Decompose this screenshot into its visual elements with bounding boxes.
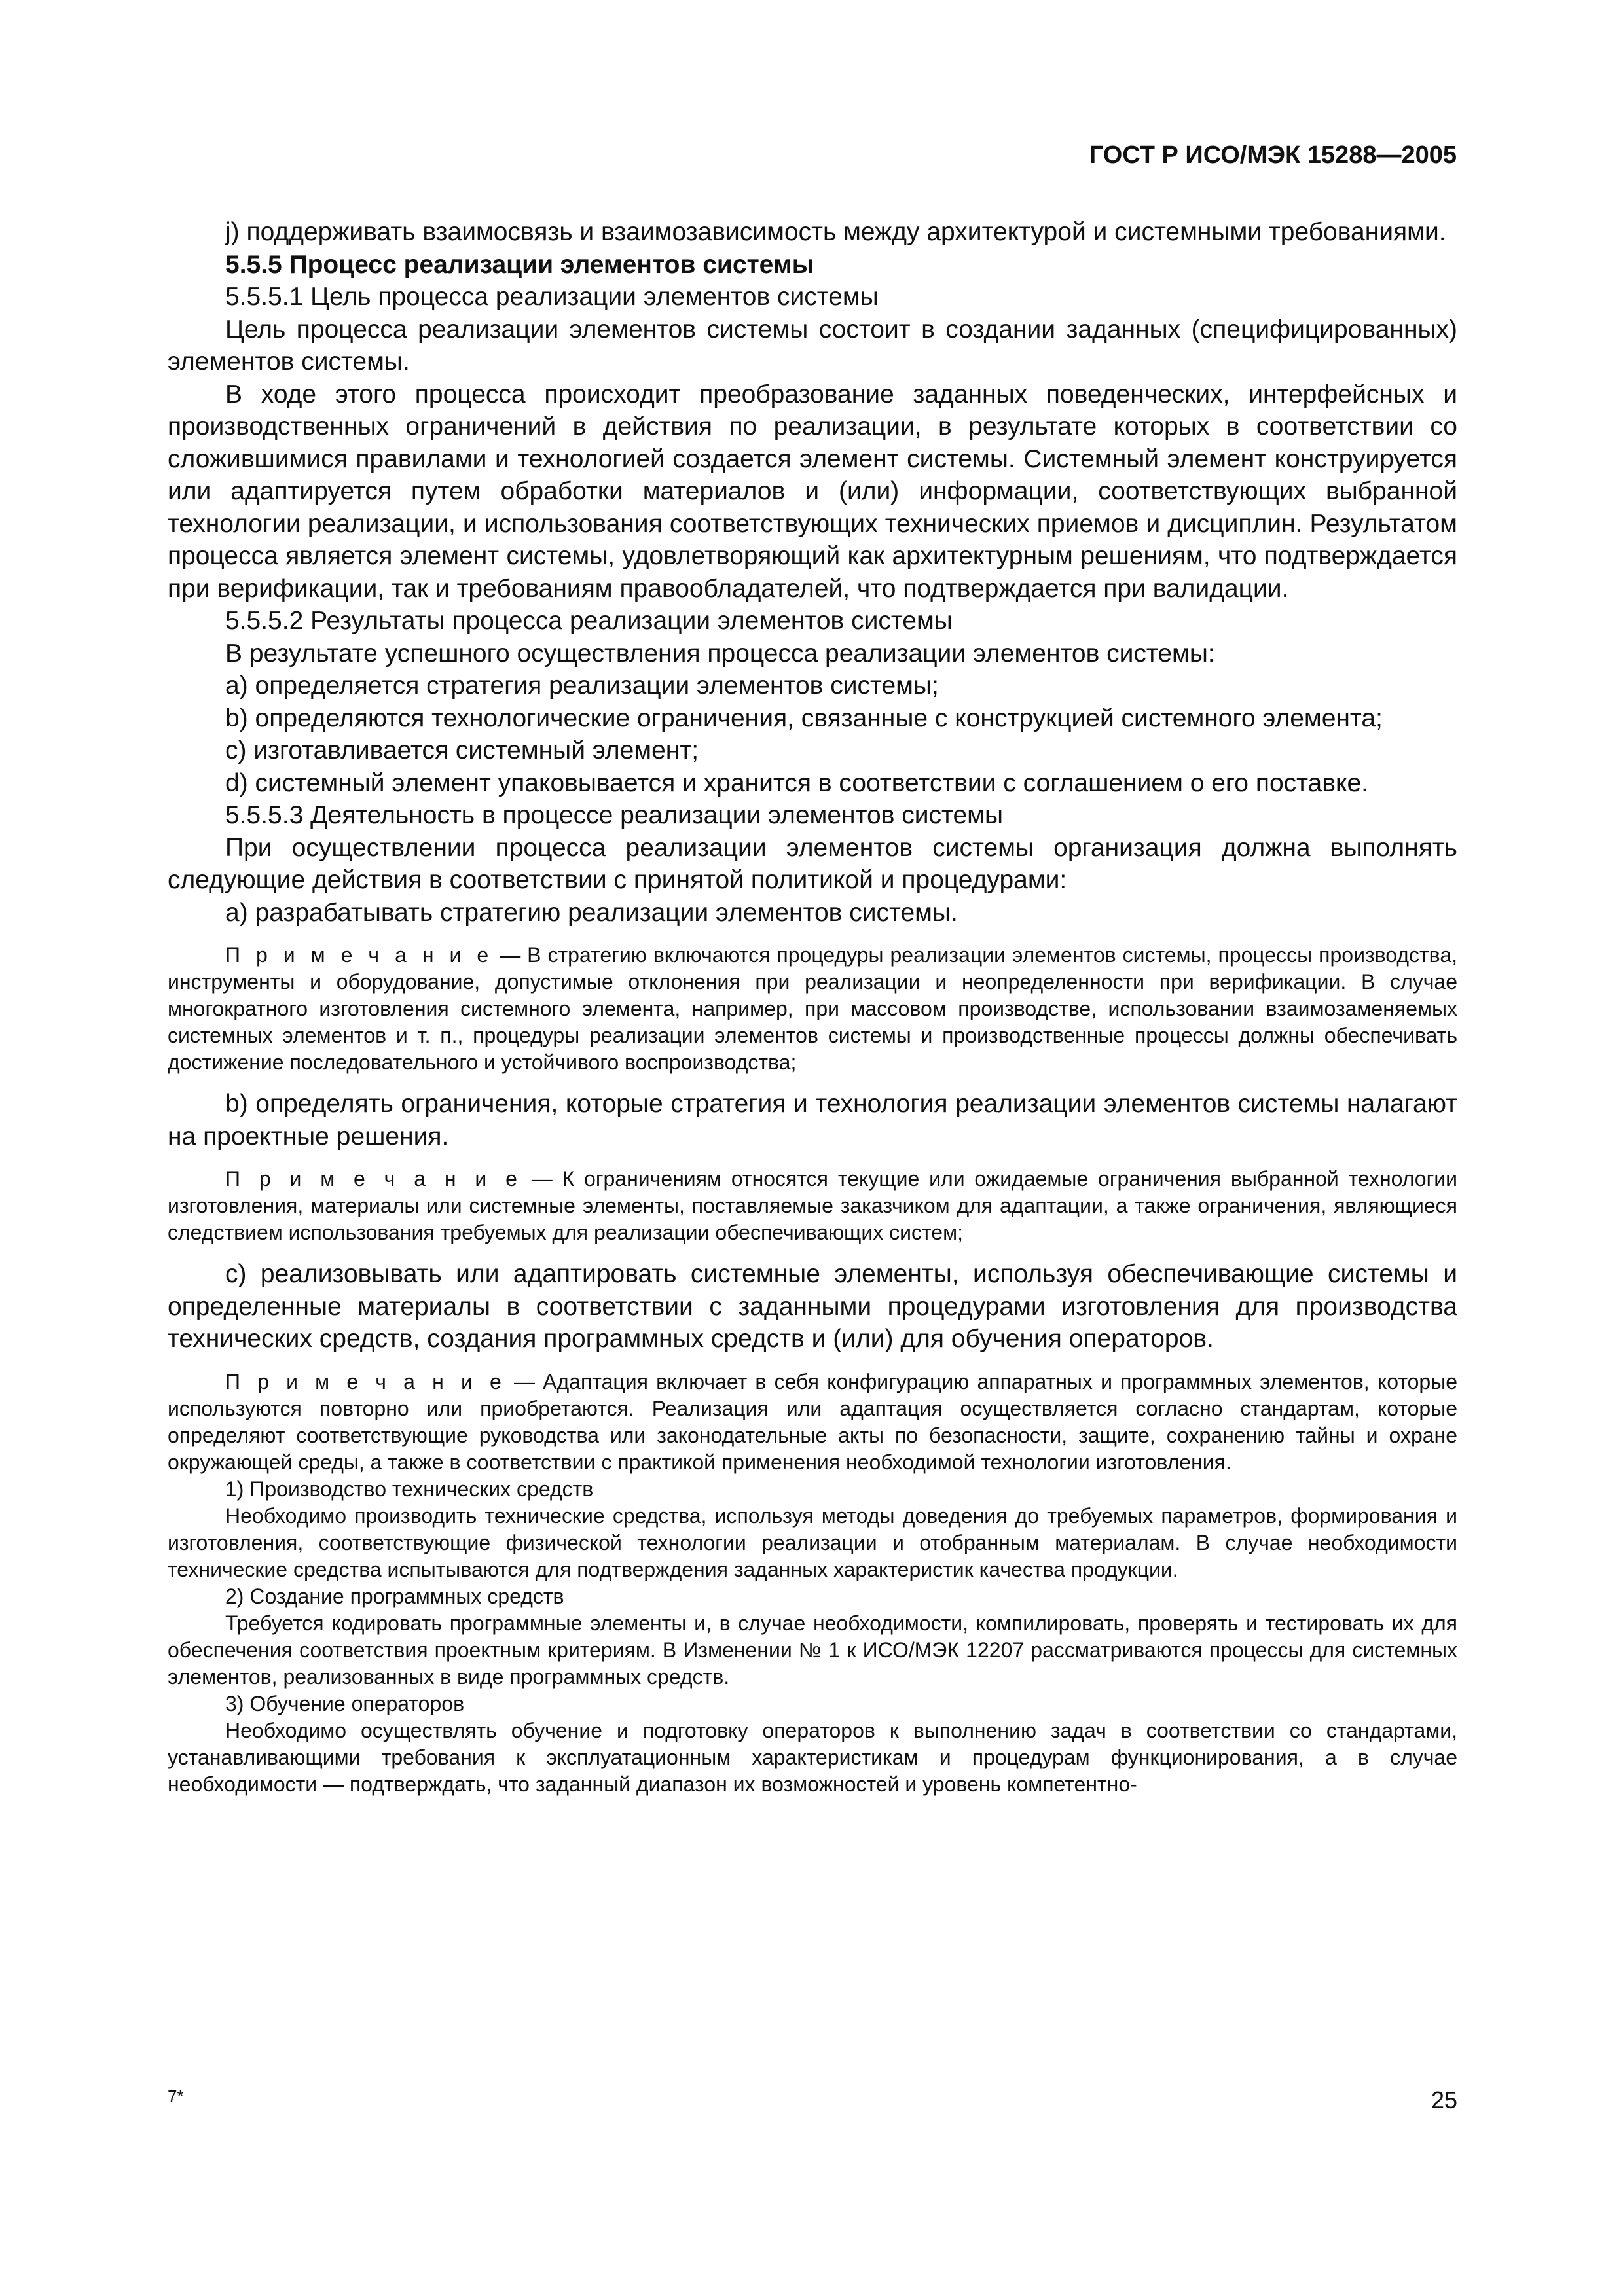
activity-c: c) реализовывать или адаптировать системные элементы, используя обеспечивающие системы и определенные материалы в соответствии с заданными процедурами изготовления для производства технических средств, создания программных средств и (или) для обучения операторов. <box>168 1260 1457 1353</box>
item-2-title: 2) Создание программных средств <box>225 1584 564 1608</box>
activity-a: а) разрабатывать стратегию реализации элементов системы. <box>225 898 958 927</box>
paragraph-j: j) поддерживать взаимосвязь и взаимозависимость между архитектурой и системными требованиями. <box>225 218 1446 246</box>
subsection-heading-3: 5.5.5.3 Деятельность в процессе реализации элементов системы <box>225 801 1003 829</box>
outcome-b: b) определяются технологические ограничения, связанные с конструкцией системного элемента; <box>225 704 1383 732</box>
item-3-text: Необходимо осуществлять обучение и подготовку операторов к выполнению задач в соответствии со стандартами, устанавливающими требования к эксплуатационным характеристикам и процедурам функционирования, а в случае необходимости — подтверждать, что заданный диапазон их возможностей и уровень компетентно- <box>168 1718 1457 1796</box>
activity-b: b) определять ограничения, которые стратегия и технология реализации элементов системы налагают на проектные решения. <box>168 1090 1457 1151</box>
note-2 <box>168 1166 1457 1246</box>
purpose-paragraph: Цель процесса реализации элементов системы состоит в создании заданных (специфицированных) элементов системы. <box>168 315 1457 376</box>
note-1 <box>168 942 1457 1076</box>
note-2-text: — К ограничениям относятся текущие или ожидаемые ограничения выбранной технологии изготовления, материалы или системные элементы, поставляемые заказчиком для адаптации, а также ограничения, являющиеся следствием использования требуемых для реализации обеспечивающих систем; <box>168 1167 1458 1244</box>
note-3 <box>168 1369 1457 1476</box>
note-1-text: — В стратегию включаются процедуры реализации элементов системы, процессы производства, инструменты и оборудование, допустимые отклонения при реализации и неопределенности при верификации. В случае многократного изготовления системного элемента, например, при массовом производстве, использовании взаимозаменяемых системных элементов и т. п., процедуры реализации элементов системы и производственные процессы должны обеспечивать достижение последовательного и устойчивого воспроизводства; <box>168 943 1458 1074</box>
subsection-heading-2: 5.5.5.2 Результаты процесса реализации элементов системы <box>225 607 953 635</box>
note-label: П р и м е ч а н и е <box>225 1167 522 1191</box>
process-description: В ходе этого процесса происходит преобразование заданных поведенческих, интерфейсных и производственных ограничений в действия по реализации, в результате которых в соответствии со сложившимися правилами и технологией создается элемент системы. Системный элемент конструируется или адаптируется путем обработки материалов и (или) информации, соответствующих выбранной технологии реализации, и использования соответствующих технических приемов и дисциплин. Результатом процесса является элемент системы, удовлетворяющий как архитектурным решениям, что подтверждается при верификации, так и требованиям правообладателей, что подтверждается при валидации. <box>168 380 1457 603</box>
page-number: 25 <box>1431 2087 1457 2113</box>
item-3-title: 3) Обучение операторов <box>225 1691 465 1715</box>
outcome-a: а) определяется стратегия реализации элементов системы; <box>225 672 939 700</box>
document-header: ГОСТ Р ИСО/МЭК 15288—2005 <box>1089 141 1457 169</box>
item-1-text: Необходимо производить технические средства, используя методы доведения до требуемых параметров, формирования и изготовления, соответствующие физической технологии реализации и отобранным материалам. В случае необходимости технические средства испытываются для подтверждения заданных характеристик качества продукции. <box>168 1503 1457 1581</box>
subsection-heading-1: 5.5.5.1 Цель процесса реализации элементов системы <box>225 283 879 311</box>
note-label: П р и м е ч а н и е <box>225 1369 506 1393</box>
item-2-text: Требуется кодировать программные элементы и, в случае необходимости, компилировать, проверять и тестировать их для обеспечения соответствия проектным критериям. В Изменении № 1 к ИСО/МЭК 12207 рассматриваются процессы для системных элементов, реализованных в виде программных средств. <box>168 1611 1457 1689</box>
note-label: П р и м е ч а н и е <box>225 943 494 967</box>
section-heading: 5.5.5 Процесс реализации элементов системы <box>225 250 814 279</box>
outcome-d: d) системный элемент упаковывается и хранится в соответствии с соглашением о его поставке. <box>225 768 1368 797</box>
item-1-title: 1) Производство технических средств <box>225 1477 594 1501</box>
activities-intro: При осуществлении процесса реализации элементов системы организация должна выполнять следующие действия в соответствии с принятой политикой и процедурами: <box>168 833 1457 894</box>
outcome-c: c) изготавливается системный элемент; <box>225 736 699 764</box>
sheet-mark: 7* <box>168 2087 184 2106</box>
outcomes-intro: В результате успешного осуществления процесса реализации элементов системы: <box>225 639 1215 668</box>
note-3-text: — Адаптация включает в себя конфигурацию аппаратных и программных элементов, которые используются повторно или приобретаются. Реализация или адаптация осуществляется согласно стандартам, которые определяют соответствующие руководства или законодательные акты по безопасности, защите, сохранению тайны и охране окружающей среды, а также в соответствии с практикой применения необходимой технологии изготовления. <box>168 1369 1458 1474</box>
page-body <box>168 216 1457 1798</box>
